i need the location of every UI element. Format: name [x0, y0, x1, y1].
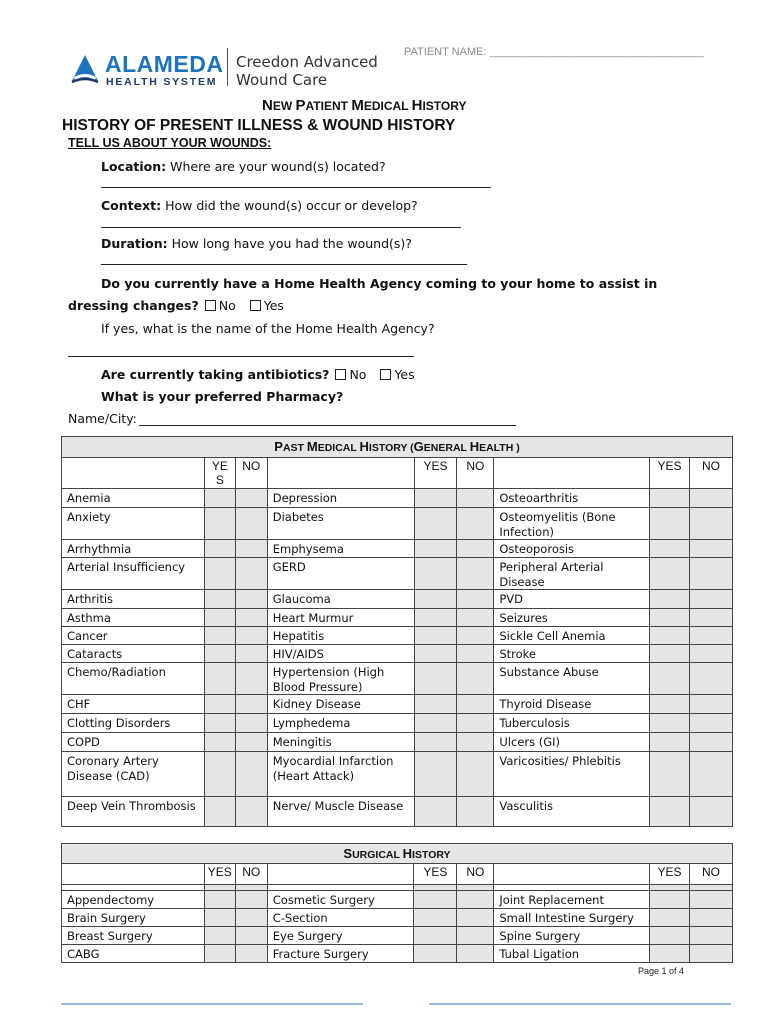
no-checkbox-cell[interactable]	[235, 540, 267, 558]
past-medical-history-title: PAST MEDICAL HISTORY (GENERAL HEALTH )	[62, 437, 733, 458]
condition-label: Diabetes	[267, 508, 414, 540]
condition-label: Meningitis	[267, 733, 414, 752]
yes-checkbox-cell[interactable]	[204, 627, 235, 645]
no-checkbox-cell[interactable]	[457, 890, 494, 908]
condition-label: Varicosities/ Phlebitis	[494, 752, 650, 797]
no-checkbox-cell[interactable]	[235, 944, 267, 962]
wounds-subtitle: TELL US ABOUT YOUR WOUNDS:	[68, 136, 272, 150]
context-answer-line[interactable]	[101, 227, 461, 228]
table-row	[62, 508, 733, 540]
no-checkbox-cell[interactable]	[690, 508, 733, 540]
table-row	[62, 752, 733, 797]
home-health-options: dressing changes? No Yes	[68, 298, 284, 313]
no-checkbox-cell[interactable]	[690, 645, 733, 663]
yes-checkbox-cell[interactable]	[204, 752, 235, 797]
table-row	[62, 926, 733, 944]
condition-label: Fracture Surgery	[267, 944, 414, 962]
antibiotics-no-checkbox[interactable]	[335, 369, 346, 380]
yes-checkbox-cell[interactable]	[650, 890, 690, 908]
no-checkbox-cell[interactable]	[457, 558, 494, 590]
form-title: NEW PATIENT MEDICAL HISTORY	[262, 97, 467, 114]
condition-label: Hepatitis	[267, 627, 414, 645]
condition-label: Vasculitis	[494, 797, 650, 827]
no-checkbox-cell[interactable]	[235, 627, 267, 645]
no-checkbox-cell[interactable]	[690, 752, 733, 797]
condition-label: Heart Murmur	[267, 609, 414, 627]
table-row	[62, 890, 733, 908]
no-checkbox-cell[interactable]	[457, 508, 494, 540]
table-row	[62, 733, 733, 752]
condition-label: Tuberculosis	[494, 714, 650, 733]
no-checkbox-cell[interactable]	[457, 627, 494, 645]
condition-label: Cataracts	[62, 645, 205, 663]
table-row	[62, 627, 733, 645]
condition-label: Coronary Artery Disease (CAD)	[62, 752, 205, 797]
condition-label: Kidney Disease	[267, 695, 414, 714]
no-checkbox-cell[interactable]	[235, 890, 267, 908]
yes-checkbox-cell[interactable]	[204, 489, 235, 508]
yes-checkbox-cell[interactable]	[414, 714, 457, 733]
no-checkbox-cell[interactable]	[690, 890, 733, 908]
table-row	[62, 908, 733, 926]
yes-checkbox-cell[interactable]	[650, 752, 690, 797]
condition-label: Glaucoma	[267, 590, 414, 609]
yes-checkbox-cell[interactable]	[204, 663, 235, 695]
table-row	[62, 797, 733, 827]
table-row	[62, 558, 733, 590]
footer-rule-left	[61, 1003, 363, 1005]
no-checkbox-cell[interactable]	[690, 609, 733, 627]
yes-checkbox-cell[interactable]	[414, 908, 457, 926]
condition-label: Cosmetic Surgery	[267, 890, 414, 908]
no-checkbox-cell[interactable]	[235, 558, 267, 590]
no-checkbox-cell[interactable]	[235, 797, 267, 827]
yes-checkbox-cell[interactable]	[414, 609, 457, 627]
yes-checkbox-cell[interactable]	[650, 558, 690, 590]
yes-label: Yes	[394, 367, 415, 382]
condition-label: Seizures	[494, 609, 650, 627]
col-yes-header: YES	[204, 863, 235, 884]
col-no-header: NO	[235, 863, 267, 884]
patient-name-field[interactable]: PATIENT NAME: ___________________________________	[404, 46, 704, 58]
col-yes-header: YES	[650, 863, 690, 884]
column-blank	[494, 863, 650, 884]
no-checkbox-cell[interactable]	[235, 508, 267, 540]
yes-checkbox-cell[interactable]	[204, 908, 235, 926]
alameda-logo-icon	[68, 53, 102, 87]
condition-label: Thyroid Disease	[494, 695, 650, 714]
logo-name: ALAMEDA	[105, 51, 224, 77]
yes-checkbox-cell[interactable]	[204, 733, 235, 752]
condition-label: GERD	[267, 558, 414, 590]
col-no-header: NO	[457, 458, 494, 489]
col-no-header: NO	[690, 458, 733, 489]
condition-label: Depression	[267, 489, 414, 508]
no-checkbox-cell[interactable]	[690, 590, 733, 609]
table-row	[62, 944, 733, 962]
no-checkbox-cell[interactable]	[235, 663, 267, 695]
no-checkbox-cell[interactable]	[457, 752, 494, 797]
condition-label: COPD	[62, 733, 205, 752]
table-row	[62, 489, 733, 508]
no-checkbox-cell[interactable]	[690, 627, 733, 645]
yes-checkbox-cell[interactable]	[204, 890, 235, 908]
table-row	[62, 663, 733, 695]
condition-label: C-Section	[267, 908, 414, 926]
no-checkbox-cell[interactable]	[235, 645, 267, 663]
yes-checkbox-cell[interactable]	[204, 714, 235, 733]
yes-checkbox-cell[interactable]	[650, 627, 690, 645]
yes-checkbox-cell[interactable]	[414, 645, 457, 663]
yes-checkbox-cell[interactable]	[414, 489, 457, 508]
no-checkbox-cell[interactable]	[690, 695, 733, 714]
no-checkbox-cell[interactable]	[457, 609, 494, 627]
yes-checkbox-cell[interactable]	[204, 558, 235, 590]
yes-checkbox-cell[interactable]	[650, 944, 690, 962]
location-answer-line[interactable]	[101, 187, 491, 188]
condition-label: Peripheral Arterial Disease	[494, 558, 650, 590]
no-checkbox-cell[interactable]	[690, 558, 733, 590]
table-row	[62, 695, 733, 714]
condition-label: Emphysema	[267, 540, 414, 558]
yes-label: Yes	[263, 298, 284, 313]
no-checkbox-cell[interactable]	[457, 926, 494, 944]
condition-label: Breast Surgery	[62, 926, 205, 944]
condition-label: Asthma	[62, 609, 205, 627]
table-row	[62, 540, 733, 558]
condition-label: Cancer	[62, 627, 205, 645]
surgical-history-table	[61, 843, 733, 963]
condition-label: Arthritis	[62, 590, 205, 609]
condition-label: Lymphedema	[267, 714, 414, 733]
logo	[68, 50, 228, 90]
yes-checkbox-cell[interactable]	[650, 695, 690, 714]
no-checkbox-cell[interactable]	[690, 944, 733, 962]
location-question: Location: Where are your wound(s) located?	[101, 159, 386, 174]
yes-checkbox-cell[interactable]	[414, 733, 457, 752]
no-checkbox-cell[interactable]	[235, 714, 267, 733]
no-checkbox-cell[interactable]	[690, 733, 733, 752]
yes-checkbox-cell[interactable]	[650, 489, 690, 508]
yes-checkbox-cell[interactable]	[650, 908, 690, 926]
yes-checkbox-cell[interactable]	[650, 540, 690, 558]
condition-label: PVD	[494, 590, 650, 609]
no-checkbox-cell[interactable]	[235, 733, 267, 752]
yes-checkbox-cell[interactable]	[650, 714, 690, 733]
condition-label: Appendectomy	[62, 890, 205, 908]
no-checkbox-cell[interactable]	[457, 540, 494, 558]
no-checkbox-cell[interactable]	[457, 714, 494, 733]
name-city-answer-line[interactable]	[139, 425, 516, 426]
no-label: No	[349, 367, 367, 382]
home-health-yes-checkbox[interactable]	[250, 300, 261, 311]
col-yes-header: YE S	[204, 458, 235, 489]
yes-checkbox-cell[interactable]	[204, 609, 235, 627]
yes-checkbox-cell[interactable]	[204, 926, 235, 944]
condition-label: Arterial Insufficiency	[62, 558, 205, 590]
column-blank	[62, 863, 205, 884]
condition-label: Deep Vein Thrombosis	[62, 797, 205, 827]
no-checkbox-cell[interactable]	[235, 489, 267, 508]
yes-checkbox-cell[interactable]	[204, 944, 235, 962]
condition-label: CHF	[62, 695, 205, 714]
condition-label: Ulcers (GI)	[494, 733, 650, 752]
condition-label: CABG	[62, 944, 205, 962]
clinic-name-line1: Creedon Advanced	[236, 53, 378, 71]
table-row	[62, 609, 733, 627]
condition-label: Spine Surgery	[494, 926, 650, 944]
no-checkbox-cell[interactable]	[235, 908, 267, 926]
no-checkbox-cell[interactable]	[690, 908, 733, 926]
table-row	[62, 590, 733, 609]
no-checkbox-cell[interactable]	[457, 908, 494, 926]
yes-checkbox-cell[interactable]	[414, 627, 457, 645]
condition-label: Stroke	[494, 645, 650, 663]
no-checkbox-cell[interactable]	[457, 590, 494, 609]
condition-label: Substance Abuse	[494, 663, 650, 695]
yes-checkbox-cell[interactable]	[650, 590, 690, 609]
logo-subtitle: HEALTH SYSTEM	[106, 76, 218, 88]
yes-checkbox-cell[interactable]	[650, 508, 690, 540]
yes-checkbox-cell[interactable]	[414, 558, 457, 590]
no-checkbox-cell[interactable]	[457, 733, 494, 752]
no-checkbox-cell[interactable]	[690, 926, 733, 944]
yes-checkbox-cell[interactable]	[414, 590, 457, 609]
no-checkbox-cell[interactable]	[457, 489, 494, 508]
table-row	[62, 645, 733, 663]
antibiotics-yes-checkbox[interactable]	[380, 369, 391, 380]
surgical-history-title: SURGICAL HISTORY	[62, 844, 733, 864]
column-blank	[267, 458, 414, 489]
no-checkbox-cell[interactable]	[235, 752, 267, 797]
yes-checkbox-cell[interactable]	[204, 590, 235, 609]
yes-checkbox-cell[interactable]	[650, 609, 690, 627]
yes-checkbox-cell[interactable]	[414, 508, 457, 540]
no-checkbox-cell[interactable]	[457, 695, 494, 714]
condition-label: Tubal Ligation	[494, 944, 650, 962]
condition-label: Sickle Cell Anemia	[494, 627, 650, 645]
agency-answer-line[interactable]	[68, 356, 414, 357]
condition-label: Hypertension (High Blood Pressure)	[267, 663, 414, 695]
condition-label: Osteoporosis	[494, 540, 650, 558]
yes-checkbox-cell[interactable]	[204, 695, 235, 714]
condition-label: Osteomyelitis (Bone Infection)	[494, 508, 650, 540]
col-yes-header: YES	[650, 458, 690, 489]
yes-checkbox-cell[interactable]	[650, 926, 690, 944]
yes-checkbox-cell[interactable]	[414, 890, 457, 908]
col-no-header: NO	[690, 863, 733, 884]
yes-checkbox-cell[interactable]	[414, 752, 457, 797]
col-no-header: NO	[457, 863, 494, 884]
home-health-no-checkbox[interactable]	[205, 300, 216, 311]
no-checkbox-cell[interactable]	[235, 590, 267, 609]
no-checkbox-cell[interactable]	[690, 489, 733, 508]
yes-checkbox-cell[interactable]	[650, 733, 690, 752]
yes-checkbox-cell[interactable]	[414, 540, 457, 558]
yes-checkbox-cell[interactable]	[414, 663, 457, 695]
yes-checkbox-cell[interactable]	[204, 797, 235, 827]
condition-label: Anemia	[62, 489, 205, 508]
yes-checkbox-cell[interactable]	[650, 663, 690, 695]
yes-checkbox-cell[interactable]	[650, 645, 690, 663]
condition-label: Arrhythmia	[62, 540, 205, 558]
no-checkbox-cell[interactable]	[690, 540, 733, 558]
condition-label: Myocardial Infarction (Heart Attack)	[267, 752, 414, 797]
duration-answer-line[interactable]	[101, 264, 467, 265]
condition-label: Joint Replacement	[494, 890, 650, 908]
yes-checkbox-cell[interactable]	[650, 797, 690, 827]
condition-label: Brain Surgery	[62, 908, 205, 926]
duration-question: Duration: How long have you had the wound(s)?	[101, 236, 412, 251]
yes-checkbox-cell[interactable]	[204, 540, 235, 558]
no-checkbox-cell[interactable]	[457, 797, 494, 827]
yes-checkbox-cell[interactable]	[414, 944, 457, 962]
no-checkbox-cell[interactable]	[235, 695, 267, 714]
footer-rule-right	[429, 1003, 731, 1005]
column-blank	[62, 458, 205, 489]
col-yes-header: YES	[414, 863, 457, 884]
col-yes-header: YES	[414, 458, 457, 489]
condition-label: Eye Surgery	[267, 926, 414, 944]
antibiotics-question: Are currently taking antibiotics? No Yes	[101, 367, 415, 382]
condition-label: HIV/AIDS	[267, 645, 414, 663]
name-city-label: Name/City:	[68, 411, 137, 426]
context-question: Context: How did the wound(s) occur or develop?	[101, 198, 418, 213]
section-title: HISTORY OF PRESENT ILLNESS & WOUND HISTORY	[62, 117, 456, 134]
no-checkbox-cell[interactable]	[690, 714, 733, 733]
yes-checkbox-cell[interactable]	[204, 508, 235, 540]
condition-label: Osteoarthritis	[494, 489, 650, 508]
no-checkbox-cell[interactable]	[690, 663, 733, 695]
no-checkbox-cell[interactable]	[457, 645, 494, 663]
no-checkbox-cell[interactable]	[235, 926, 267, 944]
column-blank	[494, 458, 650, 489]
clinic-name-line2: Wound Care	[236, 71, 328, 89]
no-checkbox-cell[interactable]	[457, 944, 494, 962]
condition-label: Anxiety	[62, 508, 205, 540]
condition-label: Small Intestine Surgery	[494, 908, 650, 926]
condition-label: Clotting Disorders	[62, 714, 205, 733]
home-health-question: Do you currently have a Home Health Agency coming to your home to assist in	[101, 276, 658, 291]
yes-checkbox-cell[interactable]	[414, 695, 457, 714]
no-checkbox-cell[interactable]	[457, 663, 494, 695]
col-no-header: NO	[235, 458, 267, 489]
condition-label: Nerve/ Muscle Disease	[267, 797, 414, 827]
home-health-agency-question: If yes, what is the name of the Home Health Agency?	[101, 321, 435, 336]
logo-divider	[227, 48, 228, 86]
yes-checkbox-cell[interactable]	[204, 645, 235, 663]
no-checkbox-cell[interactable]	[235, 609, 267, 627]
no-label: No	[218, 298, 236, 313]
yes-checkbox-cell[interactable]	[414, 926, 457, 944]
yes-checkbox-cell[interactable]	[414, 797, 457, 827]
pharmacy-question: What is your preferred Pharmacy?	[101, 389, 344, 404]
condition-label: Chemo/Radiation	[62, 663, 205, 695]
column-blank	[267, 863, 414, 884]
no-checkbox-cell[interactable]	[690, 797, 733, 827]
table-row	[62, 714, 733, 733]
page-number: Page 1 of 4	[638, 966, 685, 976]
past-medical-history-table	[61, 436, 733, 827]
